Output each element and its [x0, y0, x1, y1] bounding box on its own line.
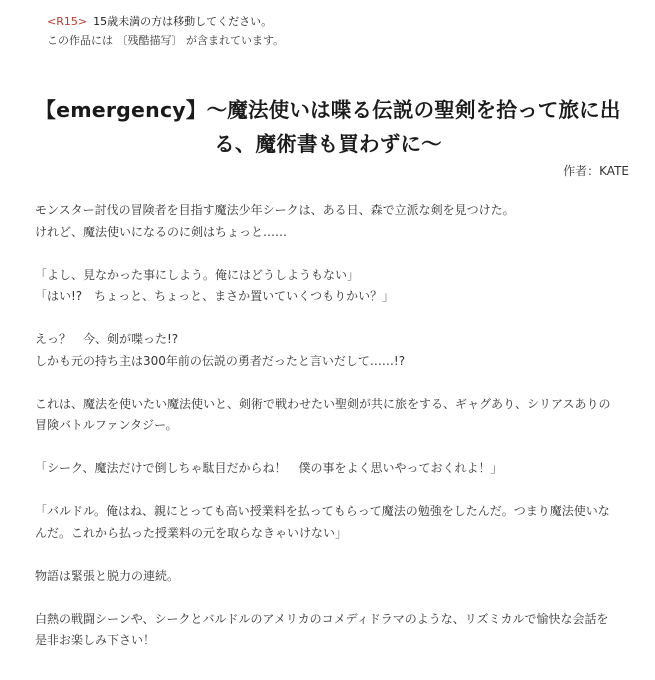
synopsis-line: 「よし、見なかった事にしよう。俺にはどうしようもない」 — [35, 267, 360, 282]
synopsis-line: 「シーク、魔法だけで倒しちゃ駄目だからね！ 僕の事をよく思いやっておくれよ！」 — [35, 461, 503, 475]
author-label: 作者 ： — [563, 164, 599, 178]
synopsis-line: 物語は緊張と脱力の連続。 — [35, 568, 180, 583]
synopsis-line — [35, 587, 635, 609]
synopsis-line — [35, 372, 635, 394]
synopsis-line: モンスター討伐の冒険者を目指す魔法少年シークは、ある日、森で立派な剣を見つけた。 — [35, 203, 515, 217]
content-warning: この作品には 〔残酷描写〕 が含まれています。 — [47, 34, 285, 47]
synopsis-line: んだ。これから払った授業料の元を取らなきゃいけない」 — [35, 525, 348, 540]
notice-block — [47, 12, 284, 50]
work-title: 【emergency】〜魔法使いは喋る伝説の聖剣を拾って旅に出る、魔術書も買わずに〜 — [35, 97, 621, 156]
author-line — [563, 162, 629, 180]
synopsis-line: 白熱の戦闘シーンや、シークとバルドルのアメリカのコメディドラマのような、リズミカルで愉快な会話を — [35, 611, 609, 626]
synopsis-line — [35, 544, 635, 566]
synopsis-line: しかも元の持ち主は300年前の伝説の勇者だったと言いだして……!? — [35, 353, 406, 368]
age-warning-text: 15歳未満の方は移動してください。 — [93, 15, 273, 28]
age-notice — [47, 12, 284, 31]
synopsis-line — [35, 243, 635, 265]
synopsis-line: けれど、魔法使いになるのに剣はちょっと…… — [35, 224, 288, 239]
rating-badge: < R15 > — [47, 15, 87, 28]
synopsis-line: 冒険バトルファンタジー。 — [35, 418, 178, 432]
synopsis-line: これは、魔法を使いたい魔法使いと、剣術で戦わせたい聖剣が共に旅をする、ギャグあり、シリアスありの — [35, 396, 611, 411]
synopsis-line: 是非お楽しみ下さい！ — [35, 633, 156, 647]
synopsis-line: 「はい!? ちょっと、ちょっと、まさか置いていくつもりかい？」 — [35, 289, 395, 303]
author-name[interactable]: KATE — [599, 164, 629, 178]
synopsis-line — [35, 437, 635, 459]
synopsis — [35, 200, 635, 652]
synopsis-line: 「バルドル。俺はね、親にとっても高い授業料を払ってもらって魔法の勉強をしたんだ。つまり魔法使いな — [35, 504, 610, 518]
synopsis-line — [35, 308, 635, 330]
synopsis-line: えっ？ 今、剣が喋った!? — [35, 332, 179, 346]
synopsis-line — [35, 480, 635, 502]
